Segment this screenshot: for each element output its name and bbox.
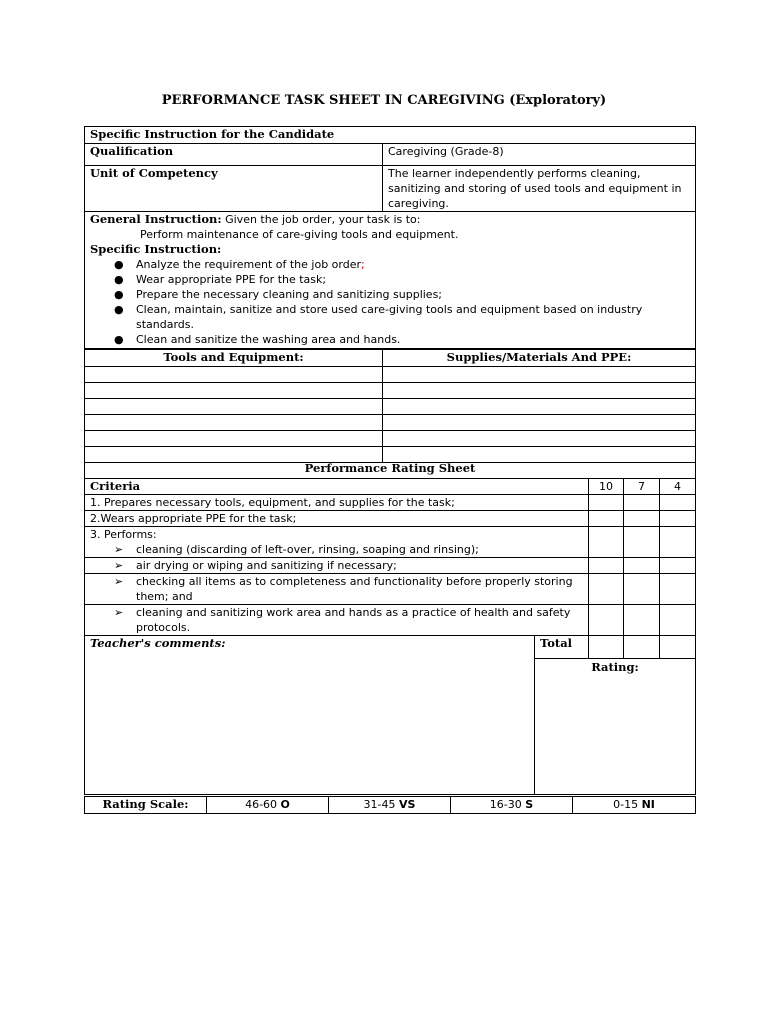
scale-code: O bbox=[280, 798, 290, 811]
page-title: PERFORMANCE TASK SHEET IN CAREGIVING (Exploratory) bbox=[161, 93, 607, 108]
score-cell[interactable] bbox=[589, 510, 624, 526]
general-instruction-label: General Instruction: bbox=[90, 212, 222, 226]
tools-blank-cell[interactable] bbox=[85, 383, 383, 399]
score-cell[interactable] bbox=[624, 573, 660, 604]
unit-value: The learner independently performs cleaning, sanitizing and storing of used tools and equipment in caregiving. bbox=[383, 166, 696, 212]
general-sub-item bbox=[90, 227, 690, 242]
supplies-blank-cell[interactable] bbox=[383, 415, 696, 431]
total-cell[interactable] bbox=[624, 635, 660, 658]
list-item-text: Analyze the requirement of the job order bbox=[136, 258, 362, 271]
red-semicolon: ; bbox=[361, 258, 365, 271]
scale-range: 16-30 bbox=[489, 798, 526, 811]
performs-item-text: checking all items as to completeness and functionality before properly storing them; and bbox=[136, 574, 573, 603]
criteria-item: 1. Prepares necessary tools, equipment, and supplies for the task; bbox=[85, 494, 589, 510]
instructions-cell bbox=[85, 212, 696, 349]
score-cell[interactable] bbox=[660, 604, 696, 635]
list-item bbox=[90, 332, 690, 347]
score-header-7: 7 bbox=[624, 478, 660, 494]
score-cell[interactable] bbox=[624, 510, 660, 526]
total-label: Total bbox=[535, 635, 589, 658]
unit-label: Unit of Competency bbox=[85, 166, 383, 212]
score-cell[interactable] bbox=[589, 526, 624, 557]
score-cell[interactable] bbox=[660, 573, 696, 604]
task-sheet-table bbox=[84, 126, 696, 349]
bullet-icon: ● bbox=[114, 303, 124, 316]
performs-item-text: cleaning and sanitizing work area and hands as a practice of health and safety protocols. bbox=[136, 605, 571, 634]
total-cell[interactable] bbox=[589, 635, 624, 658]
list-item-text: Prepare the necessary cleaning and sanitizing supplies; bbox=[136, 288, 443, 301]
specific-instruction-list bbox=[90, 257, 690, 347]
score-cell[interactable] bbox=[589, 494, 624, 510]
criteria-item-text: 3. Performs: bbox=[90, 527, 157, 541]
list-item bbox=[90, 257, 690, 272]
bullet-icon: ● bbox=[114, 258, 124, 271]
rating-sheet-table bbox=[84, 460, 696, 795]
performs-item bbox=[90, 542, 583, 557]
supplies-blank-cell[interactable] bbox=[383, 399, 696, 415]
tools-blank-cell[interactable] bbox=[85, 415, 383, 431]
list-item bbox=[90, 302, 690, 332]
score-cell[interactable] bbox=[624, 557, 660, 573]
tools-blank-cell[interactable] bbox=[85, 399, 383, 415]
scale-range: 31-45 bbox=[363, 798, 400, 811]
tools-blank-cell[interactable] bbox=[85, 431, 383, 447]
arrow-icon: ➢ bbox=[114, 558, 124, 572]
supplies-blank-cell[interactable] bbox=[383, 367, 696, 383]
rating-scale-label: Rating Scale: bbox=[85, 797, 207, 814]
score-cell[interactable] bbox=[660, 510, 696, 526]
score-header-10: 10 bbox=[589, 478, 624, 494]
teachers-comments-label: Teacher's comments: bbox=[90, 635, 226, 650]
list-item-text: Wear appropriate PPE for the task; bbox=[136, 273, 327, 286]
score-cell[interactable] bbox=[589, 557, 624, 573]
scale-item-ni bbox=[573, 797, 696, 814]
criteria-label: Criteria bbox=[85, 478, 589, 494]
scale-code: S bbox=[525, 798, 534, 811]
bullet-icon: ● bbox=[114, 333, 124, 346]
teachers-comments[interactable] bbox=[85, 635, 535, 794]
supplies-blank-cell[interactable] bbox=[383, 383, 696, 399]
score-cell[interactable] bbox=[624, 526, 660, 557]
total-cell[interactable] bbox=[660, 635, 696, 658]
performs-row bbox=[85, 573, 589, 604]
tools-header: Tools and Equipment: bbox=[85, 350, 383, 367]
score-cell[interactable] bbox=[624, 494, 660, 510]
performs-item-text: cleaning (discarding of left-over, rinsing, soaping and rinsing); bbox=[136, 542, 479, 556]
bullet-icon: ● bbox=[114, 288, 124, 301]
bullet-icon: ● bbox=[114, 273, 124, 286]
score-cell[interactable] bbox=[589, 604, 624, 635]
rating-box[interactable] bbox=[535, 658, 696, 794]
score-cell[interactable] bbox=[660, 494, 696, 510]
list-item bbox=[90, 272, 690, 287]
scale-range: 46-60 bbox=[245, 798, 281, 811]
qualification-label: Qualification bbox=[85, 144, 383, 166]
performs-row bbox=[85, 557, 589, 573]
specific-instruction-header: Specific Instruction for the Candidate bbox=[85, 127, 696, 144]
arrow-icon: ➢ bbox=[114, 542, 124, 556]
specific-instruction-label: Specific Instruction: bbox=[90, 242, 222, 256]
performs-item bbox=[90, 558, 583, 573]
general-sub-item-text: Perform maintenance of care-giving tools and equipment. bbox=[140, 228, 459, 241]
general-instruction-text: Given the job order, your task is to: bbox=[221, 213, 421, 226]
score-cell[interactable] bbox=[660, 557, 696, 573]
rating-label: Rating: bbox=[591, 659, 639, 674]
arrow-icon: ➢ bbox=[114, 574, 124, 588]
score-header-4: 4 bbox=[660, 478, 696, 494]
scale-range: 0-15 bbox=[613, 798, 642, 811]
list-item-text: Clean and sanitize the washing area and hands. bbox=[136, 333, 401, 346]
arrow-icon: ➢ bbox=[114, 605, 124, 619]
performs-item bbox=[90, 605, 583, 635]
qualification-value: Caregiving (Grade-8) bbox=[383, 144, 696, 166]
scale-code: VS bbox=[399, 798, 416, 811]
score-cell[interactable] bbox=[660, 526, 696, 557]
performs-item-text: air drying or wiping and sanitizing if necessary; bbox=[136, 558, 397, 572]
tools-table bbox=[84, 349, 696, 463]
list-item-text: Clean, maintain, sanitize and store used care-giving tools and equipment based on industry standards. bbox=[136, 303, 643, 331]
performs-item bbox=[90, 574, 583, 604]
tools-blank-cell[interactable] bbox=[85, 367, 383, 383]
scale-item-o bbox=[207, 797, 329, 814]
score-cell[interactable] bbox=[624, 604, 660, 635]
rating-sheet-title: Performance Rating Sheet bbox=[85, 460, 696, 478]
criteria-item-performs bbox=[85, 526, 589, 557]
performs-row bbox=[85, 604, 589, 635]
supplies-blank-cell[interactable] bbox=[383, 431, 696, 447]
scale-code: NI bbox=[641, 798, 655, 811]
supplies-header: Supplies/Materials And PPE: bbox=[383, 350, 696, 367]
score-cell[interactable] bbox=[589, 573, 624, 604]
rating-scale-table bbox=[84, 796, 696, 814]
scale-item-s bbox=[451, 797, 573, 814]
criteria-item: 2.Wears appropriate PPE for the task; bbox=[85, 510, 589, 526]
list-item bbox=[90, 287, 690, 302]
scale-item-vs bbox=[329, 797, 451, 814]
